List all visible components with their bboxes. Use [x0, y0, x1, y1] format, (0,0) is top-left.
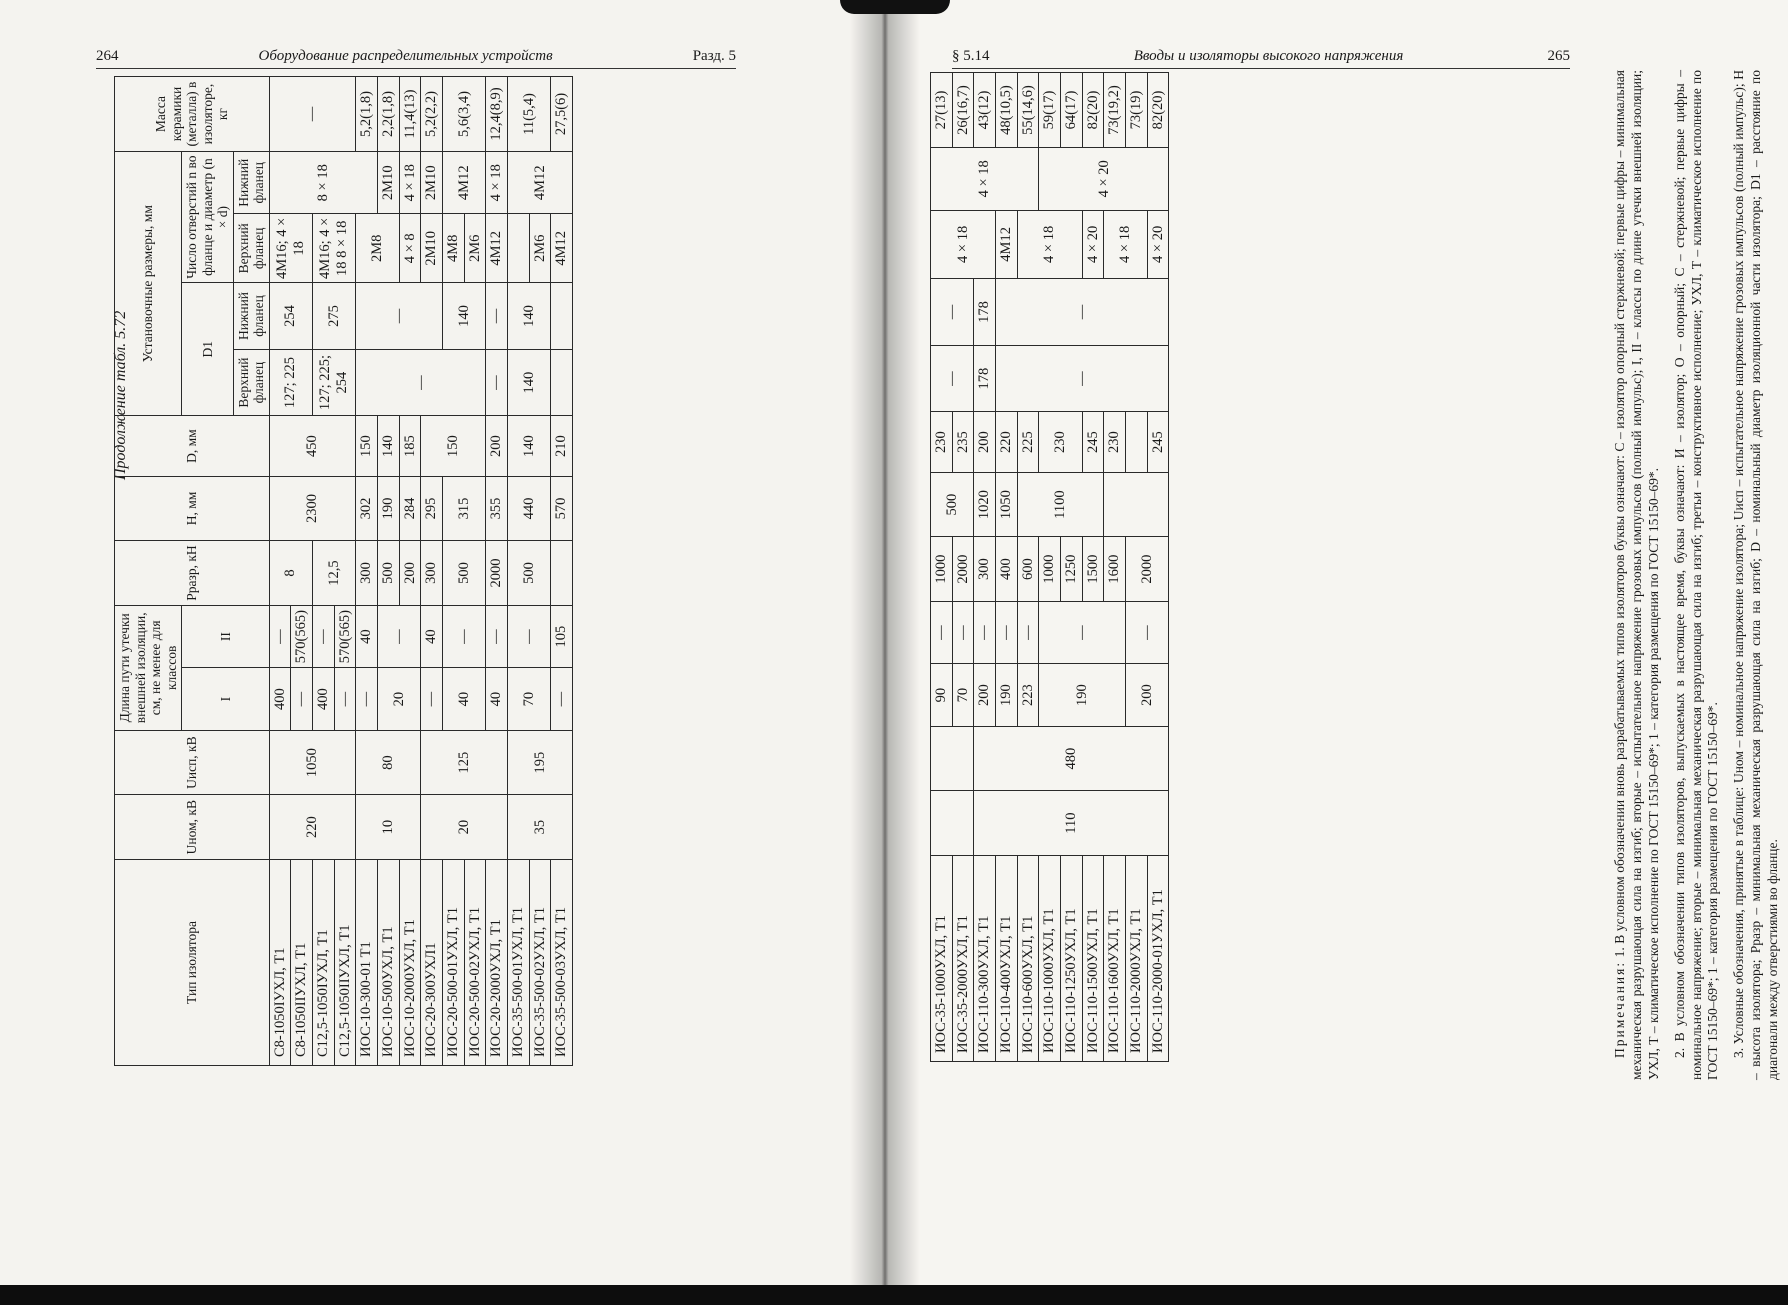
row-type: ИОС-110-1500УХЛ, Т1 — [1082, 855, 1104, 1061]
cell-h: 355 — [486, 476, 508, 541]
table-continuation-label: Продолжение табл. 5.72 — [112, 310, 129, 480]
cell-class1: 40 — [486, 668, 508, 730]
cell-d1-lower: — — [996, 279, 1169, 346]
cell-mass: — — [269, 77, 356, 152]
cell-class2: — — [931, 601, 953, 663]
cell-h: 190 — [378, 476, 400, 541]
cell-prazr: 12,5 — [312, 541, 355, 606]
col-class-2: II — [182, 605, 270, 668]
cell-d: 245 — [1082, 412, 1104, 472]
note-1 — [1612, 70, 1663, 1080]
col-unom: Uном, кВ — [115, 795, 270, 860]
cell-d1-lower — [551, 283, 573, 350]
cell-d1-upper — [551, 349, 573, 416]
cell-holes-lower: 2М10 — [378, 152, 400, 214]
cell-class2: 105 — [551, 605, 573, 668]
cell-prazr: 2000 — [952, 537, 974, 602]
row-type: С8-1050IIУХЛ, Т1 — [291, 859, 313, 1065]
cell-class2: — — [312, 605, 334, 668]
right-page — [880, 0, 1788, 1305]
cell-prazr: 1500 — [1082, 537, 1104, 602]
cell-prazr: 200 — [399, 541, 421, 606]
row-type: ИОС-20-500-01УХЛ, Т1 — [443, 859, 465, 1065]
col-holes-upper: Верхний фланец — [233, 214, 269, 283]
cell-class2: — — [974, 601, 996, 663]
cell-holes-upper: 4М16; 4 × 18 8 × 18 — [312, 214, 355, 283]
cell-class1: 190 — [1039, 664, 1126, 726]
table-row — [443, 77, 465, 1066]
row-type: ИОС-20-2000УХЛ, Т1 — [486, 859, 508, 1065]
cell-mass: 5,6(3,4) — [443, 77, 486, 152]
cell-class2: — — [443, 605, 486, 668]
row-type: ИОС-110-2000-01УХЛ, Т1 — [1147, 855, 1169, 1061]
cell-d: 140 — [378, 416, 400, 476]
cell-prazr: 400 — [996, 537, 1018, 602]
table-row — [421, 77, 443, 1066]
cell-d1-lower: 140 — [443, 283, 486, 350]
cell-d: 230 — [1104, 412, 1126, 472]
cell-prazr: 2000 — [1126, 537, 1169, 602]
cell-unom: 35 — [508, 795, 573, 860]
cell-class2: 570(565) — [334, 605, 356, 668]
row-type: ИОС-35-2000УХЛ, Т1 — [952, 855, 974, 1061]
cell-class2: 570(565) — [291, 605, 313, 668]
col-mass: Масса керамики (металла) в изоляторе, кг — [115, 77, 270, 152]
cell-h: 500 — [931, 472, 974, 537]
cell-d1-upper: 127; 225 — [269, 349, 312, 416]
cell-prazr: 300 — [974, 537, 996, 602]
table-row — [1082, 73, 1104, 1062]
table-notes — [1612, 70, 1788, 1080]
cell-mass: 48(10,5) — [996, 73, 1018, 148]
col-leakage: Длина пути утечки внешней изоляции, см, не менее для классов — [115, 605, 182, 730]
cell-holes-upper: 2М6 — [529, 214, 551, 283]
row-type: ИОС-110-2000УХЛ, Т1 — [1126, 855, 1148, 1061]
cell-holes-upper: 4М12 — [996, 210, 1018, 279]
cell-class1: 400 — [312, 668, 334, 730]
cell-class1: 200 — [974, 664, 996, 726]
cell-prazr: 600 — [1017, 537, 1039, 602]
row-type: ИОС-35-500-02УХЛ, Т1 — [529, 859, 551, 1065]
cell-h: 302 — [356, 476, 378, 541]
table-row — [356, 77, 378, 1066]
cell-uisp: 480 — [974, 726, 1169, 791]
col-prazr: Pразр, кН — [115, 541, 270, 606]
col-h: H, мм — [115, 476, 270, 541]
row-type: ИОС-110-600УХЛ, Т1 — [1017, 855, 1039, 1061]
cell-mass: 2,2(1,8) — [378, 77, 400, 152]
cell-holes-lower: 4 × 18 — [486, 152, 508, 214]
col-uisp: Uисп, кВ — [115, 730, 270, 795]
cell-h: 1020 — [974, 472, 996, 537]
cell-holes-upper — [508, 214, 530, 283]
cell-unom: 20 — [421, 795, 508, 860]
book-gutter — [850, 0, 920, 1305]
cell-class2: — — [508, 605, 551, 668]
cell-class1: 20 — [378, 668, 421, 730]
row-type: С12,5-1050IIУХЛ, Т1 — [334, 859, 356, 1065]
cell-h: 315 — [443, 476, 486, 541]
left-running-title: Оборудование распределительных устройств — [258, 48, 553, 64]
cell-d1-upper: 127; 225; 254 — [312, 349, 355, 416]
right-running-header — [952, 48, 1570, 69]
right-running-title: Вводы и изоляторы высокого напряжения — [1133, 48, 1404, 64]
row-type: ИОС-110-1000УХЛ, Т1 — [1039, 855, 1061, 1061]
cell-holes-upper: 4М12 — [486, 214, 508, 283]
cell-d: 225 — [1017, 412, 1039, 472]
cell-class2: 40 — [356, 605, 378, 668]
cell-d: 210 — [551, 416, 573, 476]
cell-uisp: 195 — [508, 730, 573, 795]
cell-holes-upper: 4 × 18 — [931, 210, 996, 279]
row-type: ИОС-20-300УХЛ1 — [421, 859, 443, 1065]
cell-class2: — — [1039, 601, 1126, 663]
cell-d: 185 — [399, 416, 421, 476]
cell-class1: — — [421, 668, 443, 730]
left-insulator-table — [114, 76, 573, 1066]
cell-holes-lower: 8 × 18 — [269, 152, 377, 214]
cell-uisp: 80 — [356, 730, 421, 795]
cell-h: 440 — [508, 476, 551, 541]
col-class-1: I — [182, 668, 270, 730]
cell-holes-upper: 4М16; 4 × 18 — [269, 214, 312, 283]
col-d1: D1 — [182, 283, 234, 416]
cell-mass: 27(13) — [931, 73, 953, 148]
cell-prazr: 2000 — [486, 541, 508, 606]
cell-class2: — — [269, 605, 291, 668]
cell-class2: — — [1017, 601, 1039, 663]
row-type: ИОС-35-1000УХЛ, Т1 — [931, 855, 953, 1061]
col-holes-lower: Нижний фланец — [233, 152, 269, 214]
cell-mass: 26(16,7) — [952, 73, 974, 148]
cell-mass: 82(20) — [1147, 73, 1169, 148]
cell-holes-upper: 2М6 — [464, 214, 486, 283]
cell-class1: 70 — [508, 668, 551, 730]
note-1-text: 1. В условном обозначении вновь разрабатываемых типов изоляторов буквы означают: С – изолятор опорный стержневой; первые цифры – минимальная механическая разрушающая сила на изгиб; вторые – испытательное напряжение грозовых импульсов (полный импульс); I, II – классы по длине утечки внешней изоляции; УХЛ, Т – климатическое исполнение по ГОСТ 15150–69*; 1 – категория размещения по ГОСТ 15150–69*. — [1612, 70, 1661, 1080]
cell-d: 245 — [1147, 412, 1169, 472]
cell-prazr: 500 — [508, 541, 551, 606]
cell-class1: 400 — [269, 668, 291, 730]
cell-d: 140 — [508, 416, 551, 476]
cell-class1: 40 — [443, 668, 486, 730]
right-section: § 5.14 — [952, 48, 990, 64]
cell-prazr: 500 — [443, 541, 486, 606]
table-row — [312, 77, 334, 1066]
cell-mass: 73(19,2) — [1104, 73, 1126, 148]
cell-d: 150 — [356, 416, 378, 476]
row-type: ИОС-10-500УХЛ, Т1 — [378, 859, 400, 1065]
cell-h: 1100 — [1017, 472, 1104, 537]
cell-d1-lower: — — [486, 283, 508, 350]
cell-d1-upper: — — [931, 345, 974, 412]
cell-holes-upper: 2М8 — [356, 214, 399, 283]
cell-class2: — — [486, 605, 508, 668]
note-2: 2. В условном обозначении типов изоляторов, выпускаемых в настоящее время, буквы означают: И – изолятор; О – опорный; С – стержневой; первые цифры – номинальное напряжение; вторые – минимальная механическая разрушающая сила на изгиб; третьи – конструктивное исполнение; УХЛ, Т – климатическое исполнение по ГОСТ 15150–69*; 1 – категория размещения по ГОСТ 15150–69*. — [1671, 70, 1721, 1080]
cell-d: 230 — [1039, 412, 1082, 472]
cell-holes-upper: 4 × 18 — [1017, 210, 1082, 279]
table-row — [399, 77, 421, 1066]
row-type: ИОС-110-1250УХЛ, Т1 — [1061, 855, 1083, 1061]
cell-mass: 12,4(8,9) — [486, 77, 508, 152]
cell-d: 450 — [269, 416, 356, 476]
cell-d: 200 — [486, 416, 508, 476]
left-running-header — [96, 48, 736, 69]
cell-d1-lower: 140 — [508, 283, 551, 350]
scanner-edge — [0, 1285, 1788, 1305]
book-spine-top — [840, 0, 950, 14]
cell-mass: 55(14,6) — [1017, 73, 1039, 148]
cell-mass: 59(17) — [1039, 73, 1061, 148]
table-row — [931, 73, 953, 1062]
cell-d1-upper: 178 — [974, 345, 996, 412]
cell-d: 220 — [996, 412, 1018, 472]
cell-h: 1050 — [996, 472, 1018, 537]
cell-unom: 220 — [269, 795, 356, 860]
cell-d: 200 — [974, 412, 996, 472]
cell-mass: 5,2(1,8) — [356, 77, 378, 152]
row-type: ИОС-110-400УХЛ, Т1 — [996, 855, 1018, 1061]
cell-class1: 90 — [931, 664, 953, 726]
cell-uisp: 125 — [421, 730, 508, 795]
cell-holes-lower: 4 × 18 — [931, 148, 1039, 210]
cell-h: 570 — [551, 476, 573, 541]
cell-d1-lower: 275 — [312, 283, 355, 350]
cell-h: 284 — [399, 476, 421, 541]
cell-d1-upper: — — [356, 349, 486, 416]
right-table-wrapper — [930, 72, 1169, 1062]
cell-class2: — — [378, 605, 421, 668]
left-section: Разд. 5 — [692, 48, 736, 64]
col-d1-lower: Нижний фланец — [233, 283, 269, 350]
table-row — [996, 73, 1018, 1062]
cell-mass: 27,5(6) — [551, 77, 573, 152]
table-row — [551, 77, 573, 1066]
cell-prazr: 500 — [378, 541, 400, 606]
cell-class1: — — [551, 668, 573, 730]
left-page-number: 264 — [96, 48, 119, 64]
cell-class1: 190 — [996, 664, 1018, 726]
cell-d1-lower: 178 — [974, 279, 996, 346]
cell-uisp — [931, 726, 974, 791]
table-row — [1017, 73, 1039, 1062]
cell-prazr: 8 — [269, 541, 312, 606]
cell-holes-lower: 4М12 — [508, 152, 573, 214]
cell-class2: — — [996, 601, 1018, 663]
cell-holes-upper: 4 × 18 — [1104, 210, 1147, 279]
col-d1-upper: Верхний фланец — [233, 349, 269, 416]
cell-holes-upper: 4М8 — [443, 214, 465, 283]
cell-d — [1126, 412, 1148, 472]
cell-mass: 43(12) — [974, 73, 996, 148]
cell-class1: 200 — [1126, 664, 1169, 726]
cell-d1-upper: 140 — [508, 349, 551, 416]
row-type: С12,5-1050IУХЛ, Т1 — [312, 859, 334, 1065]
col-d: D, мм — [115, 416, 270, 476]
col-holes: Число отверстий n во фланце и диаметр (n × d) — [182, 152, 234, 283]
cell-holes-upper: 2М10 — [421, 214, 443, 283]
notes-label: Примечания: — [1612, 960, 1627, 1058]
cell-d: 230 — [931, 412, 953, 472]
cell-mass: 11,4(13) — [399, 77, 421, 152]
cell-mass: 5,2(2,2) — [421, 77, 443, 152]
cell-class1: — — [356, 668, 378, 730]
cell-h — [1104, 472, 1169, 537]
cell-unom — [931, 791, 974, 856]
note-3: 3. Условные обозначения, принятые в таблице: Uном – номинальное напряжение изолятора; Uисп – испытательное напряжение грозовых импульсов (полный импульс); H – высота изолятора; Pразр – минимальная механическая разрушающая сила на изгиб; D – номинальный диаметр изоляционной части изолятора; D1 – расстояние по диагонали между отверстиями во фланце. — [1731, 70, 1780, 1080]
cell-uisp: 1050 — [269, 730, 356, 795]
cell-class2: — — [1126, 601, 1169, 663]
left-page — [0, 0, 880, 1305]
cell-holes-upper: 4 × 20 — [1147, 210, 1169, 279]
cell-d: 150 — [421, 416, 486, 476]
cell-holes-lower: 2М10 — [421, 152, 443, 214]
cell-prazr — [551, 541, 573, 606]
row-type: ИОС-10-300-01 Т1 — [356, 859, 378, 1065]
cell-holes-lower: 4 × 20 — [1039, 148, 1169, 210]
col-type: Тип изолятора — [115, 859, 270, 1065]
cell-h: 2300 — [269, 476, 356, 541]
cell-holes-upper: 4 × 20 — [1082, 210, 1104, 279]
cell-prazr: 300 — [421, 541, 443, 606]
row-type: ИОС-110-1600УХЛ, Т1 — [1104, 855, 1126, 1061]
cell-holes-upper: 4 × 8 — [399, 214, 421, 283]
cell-holes-upper: 4М12 — [551, 214, 573, 283]
cell-class2: — — [952, 601, 974, 663]
cell-prazr: 1250 — [1061, 537, 1083, 602]
cell-prazr: 1000 — [931, 537, 953, 602]
row-type: С8-1050IУХЛ, Т1 — [269, 859, 291, 1065]
left-table-wrapper — [114, 76, 573, 1066]
row-type: ИОС-20-500-02УХЛ, Т1 — [464, 859, 486, 1065]
cell-class2: 40 — [421, 605, 443, 668]
cell-d1-lower: — — [931, 279, 974, 346]
row-type: ИОС-35-500-03УХЛ, Т1 — [551, 859, 573, 1065]
row-type: ИОС-110-300УХЛ, Т1 — [974, 855, 996, 1061]
col-install: Установочные размеры, мм — [115, 152, 182, 416]
row-type: ИОС-35-500-01УХЛ, Т1 — [508, 859, 530, 1065]
cell-prazr: 1600 — [1104, 537, 1126, 602]
cell-holes-lower: 4 × 18 — [399, 152, 421, 214]
cell-d1-lower: — — [356, 283, 443, 350]
cell-mass: 11(5,4) — [508, 77, 551, 152]
cell-prazr: 1000 — [1039, 537, 1061, 602]
cell-holes-lower: 4М12 — [443, 152, 486, 214]
cell-d1-lower: 254 — [269, 283, 312, 350]
cell-class1: — — [291, 668, 313, 730]
cell-unom: 110 — [974, 791, 1169, 856]
cell-mass: 64(17) — [1061, 73, 1083, 148]
table-row — [508, 77, 530, 1066]
right-insulator-table — [930, 72, 1169, 1062]
table-row — [1104, 73, 1126, 1062]
cell-h: 295 — [421, 476, 443, 541]
table-row — [486, 77, 508, 1066]
cell-mass: 73(19) — [1126, 73, 1148, 148]
cell-mass: 82(20) — [1082, 73, 1104, 148]
cell-class1: — — [334, 668, 356, 730]
cell-d1-upper: — — [996, 345, 1169, 412]
cell-prazr: 300 — [356, 541, 378, 606]
cell-d: 235 — [952, 412, 974, 472]
row-type: ИОС-10-2000УХЛ, Т1 — [399, 859, 421, 1065]
table-row — [269, 77, 291, 1066]
cell-class1: 223 — [1017, 664, 1039, 726]
right-page-number: 265 — [1547, 48, 1570, 64]
cell-unom: 10 — [356, 795, 421, 860]
cell-d1-upper: — — [486, 349, 508, 416]
cell-class1: 70 — [952, 664, 974, 726]
